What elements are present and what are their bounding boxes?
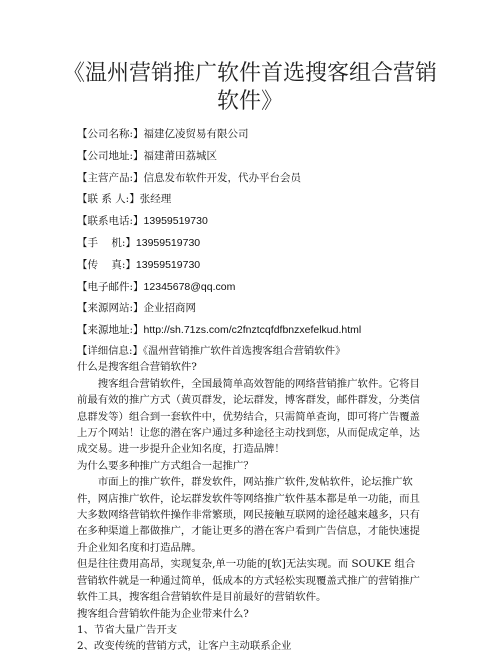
question-heading: 为什么要多种推广方式组合一起推广？	[77, 459, 254, 472]
field-value: http://sh.71zs.com/c2fnztcqfdfbnzxefelkud.html	[143, 324, 362, 337]
question-heading: 什么是搜客组合营销软件?	[77, 361, 197, 374]
field-label: 【联系电话:】	[77, 215, 144, 228]
contact-info-list	[77, 124, 437, 342]
paragraph: 但是往往费用高昂，实现复杂,单一功能的[软]无法实现。而 SOUKE 组合营销软件就是一种通过简单，低成本的方式轻松实现覆盖式推广的营销推广软件工具，搜客组合营销软件是目前最好的营销软件。	[77, 558, 420, 604]
field-source-site	[77, 298, 437, 320]
paragraph: 搜客组合营销软件，全国最简单高效智能的网络营销推广软件。它将目前最有效的推广方式（黄页群发，论坛群发，博客群发，邮件群发，分类信息群发等）组合到一套软件中，优势结合，只需简单查询，即可将广告覆盖上万个网站！让您的潜在客户通过多种途径主动找到您，从而促成定单，达成交易。进一步提升企业知名度，打造品牌！	[77, 377, 420, 456]
field-value: 13959519730	[135, 236, 201, 249]
document-title: 《温州营销推广软件首选搜客组合营销软件》	[62, 61, 437, 114]
field-label: 【联 系 人:】	[77, 193, 140, 206]
field-label: 【电子邮件:】	[77, 280, 144, 293]
field-label: 【公司名称:】	[77, 128, 144, 140]
field-contact-person	[77, 189, 437, 211]
question-heading: 搜客组合营销软件能为企业带来什么?	[77, 607, 249, 620]
field-label: 【公司地址:】	[77, 149, 144, 162]
field-fax	[77, 255, 437, 277]
field-company-name	[77, 124, 437, 146]
field-value: 福建莆田荔城区	[143, 149, 218, 162]
field-email	[77, 277, 437, 299]
field-label: 【来源地址:】	[77, 324, 144, 337]
detail-line: 【详细信息:】《温州营销推广软件首选搜客组合营销软件》	[77, 345, 346, 357]
field-label: 【主营产品:】	[77, 171, 144, 184]
list-item: 1、节省大量广告开支	[77, 623, 178, 636]
field-main-products	[77, 168, 437, 190]
list-item: 2、改变传统的营销方式，让客户主动联系企业	[77, 640, 292, 653]
field-value: 企业招商网	[143, 302, 197, 315]
paragraph: 市面上的推广软件，群发软件，网站推广软件,发帖软件，论坛推广软件，网店推广软件，论坛群发软件等网络推广软件基本都是单一功能，而且大多数网络营销软件操作非常繁琐，网民接触互联网的途径越来越多，只有在多种渠道上都做推广，才能让更多的潜在客户看到广告信息，才能快速提升企业知名度和打造品牌。	[77, 476, 420, 554]
field-company-address	[77, 146, 437, 168]
field-value: 信息发布软件开发，代办平台会员	[143, 171, 302, 184]
field-mobile	[77, 233, 437, 255]
field-value: 福建亿凌贸易有限公司	[143, 128, 249, 140]
field-source-url	[77, 320, 437, 342]
document-body	[77, 343, 422, 655]
field-label: 【来源网站:】	[77, 302, 144, 315]
field-label: 【手 机:】	[77, 236, 136, 249]
field-phone	[77, 211, 437, 233]
field-value: 13959519730	[135, 258, 201, 271]
field-value: 张经理	[139, 193, 172, 206]
field-value: 13959519730	[143, 215, 208, 228]
field-label: 【传 真:】	[77, 258, 136, 271]
field-value: 12345678@qq.com	[143, 280, 236, 293]
